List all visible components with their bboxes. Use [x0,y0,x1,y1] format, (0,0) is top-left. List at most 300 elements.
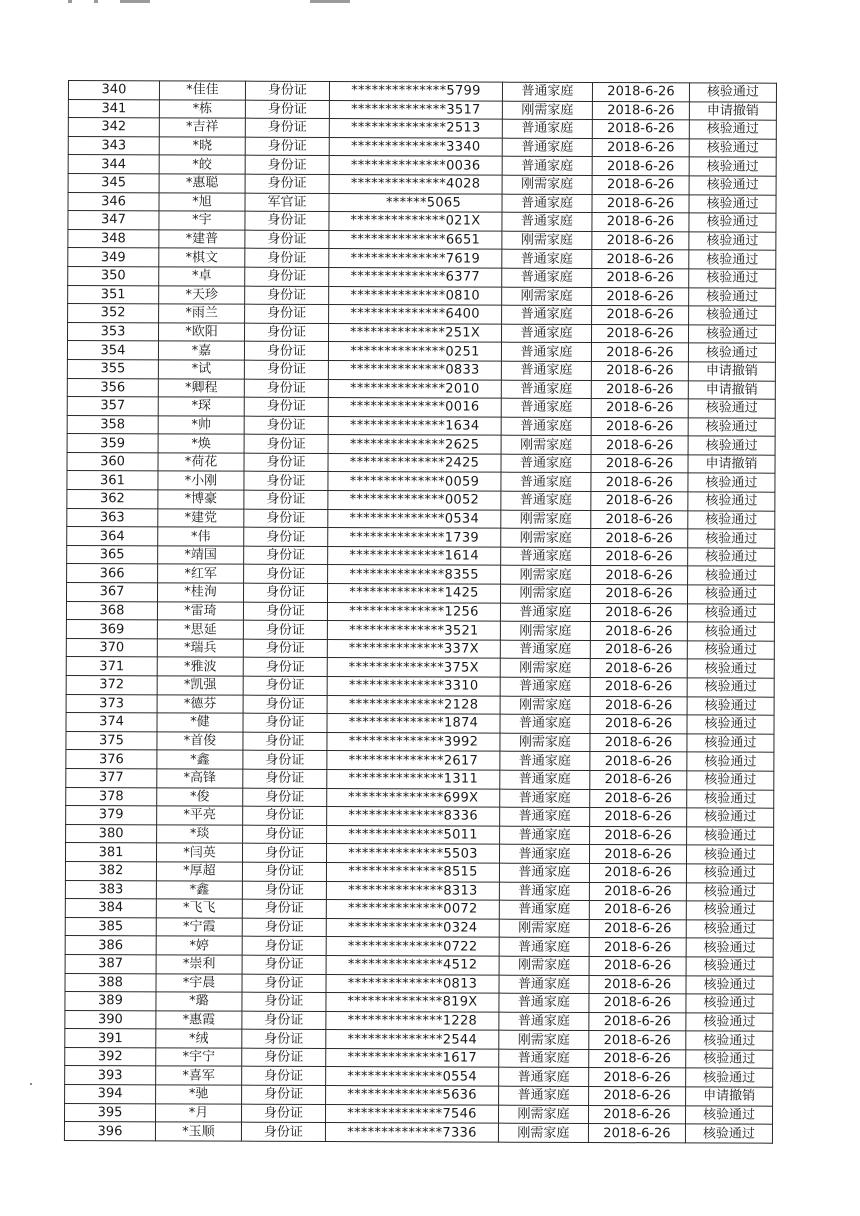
verification-status: 核验通过 [686,957,773,976]
family-type: 普通家庭 [500,826,590,845]
verification-status: 核验通过 [689,83,776,102]
verification-date: 2018-6-26 [592,287,689,306]
certificate-number: **************1256 [327,602,500,621]
verification-status: 核验通过 [687,641,774,660]
verification-date: 2018-6-26 [589,1031,686,1050]
certificate-number: **************0251 [328,342,501,361]
applicant-name: *卿程 [158,378,244,397]
certificate-number: **************0554 [326,1067,499,1086]
applicant-name: *桂洵 [157,583,243,602]
verification-date: 2018-6-26 [589,863,686,882]
certificate-number: **************6377 [329,267,502,286]
applicant-name: *德芬 [157,694,243,713]
family-type: 普通家庭 [500,603,590,622]
certificate-number: **************1617 [326,1048,499,1067]
family-type: 普通家庭 [501,380,591,399]
row-number: 368 [66,601,157,620]
certificate-number: **************1874 [327,714,500,733]
applicant-name: *婷 [156,936,242,955]
certificate-type: 身份证 [244,434,328,453]
family-type: 普通家庭 [501,342,591,361]
certificate-type: 身份证 [244,509,328,528]
certificate-type: 身份证 [243,713,327,732]
applicant-name: *雨兰 [159,304,245,323]
row-number: 381 [65,843,156,862]
certificate-number: **************3517 [329,100,502,119]
family-type: 刚需家庭 [502,287,592,306]
verification-date: 2018-6-26 [589,882,686,901]
certificate-number: **************2617 [327,751,500,770]
applicant-name: *欧阳 [158,323,244,342]
verification-status: 核验通过 [689,213,776,232]
certificate-number: **************0052 [328,491,501,510]
row-number: 393 [65,1066,156,1085]
verification-date: 2018-6-26 [591,492,688,511]
row-number: 354 [67,341,158,360]
applicant-name: *靖国 [158,546,244,565]
certificate-type: 身份证 [244,527,328,546]
row-number: 374 [66,713,157,732]
certificate-type: 身份证 [242,955,326,974]
verification-date: 2018-6-26 [589,994,686,1013]
applicant-name: *宇晨 [156,973,242,992]
verification-status: 核验通过 [689,139,776,158]
verification-date: 2018-6-26 [590,696,687,715]
certificate-type: 身份证 [242,1048,326,1067]
certificate-number: **************4512 [326,955,499,974]
certificate-type: 身份证 [245,304,329,323]
verification-date: 2018-6-26 [590,715,687,734]
family-type: 刚需家庭 [501,566,591,585]
verification-date: 2018-6-26 [589,1068,686,1087]
table-row [64,1122,772,1143]
row-number: 361 [67,471,158,490]
certificate-type: 身份证 [243,639,327,658]
verification-date: 2018-6-26 [589,975,686,994]
verification-status: 核验通过 [689,120,776,139]
row-number: 345 [68,173,159,192]
certificate-type: 身份证 [242,881,326,900]
row-number: 352 [68,304,159,323]
family-type: 普通家庭 [501,361,591,380]
verification-date: 2018-6-26 [592,194,689,213]
applicant-name: *琰 [157,825,243,844]
row-number: 378 [66,787,157,806]
applicant-name: *鑫 [156,880,242,899]
certificate-type: 身份证 [244,472,328,491]
applicant-name: *首俊 [157,732,243,751]
verification-status: 核验通过 [686,1031,773,1050]
family-type: 刚需家庭 [498,1123,588,1142]
verification-status: 申请撤销 [688,380,775,399]
family-type: 普通家庭 [502,194,592,213]
verification-date: 2018-6-26 [591,399,688,418]
family-type: 刚需家庭 [502,175,592,194]
certificate-number: **************5799 [329,82,502,101]
certificate-type: 身份证 [245,230,329,249]
verification-status: 核验通过 [686,938,773,957]
row-number: 367 [66,583,157,602]
row-number: 358 [67,415,158,434]
certificate-number: **************5503 [326,844,499,863]
verification-status: 核验通过 [688,473,775,492]
family-type: 刚需家庭 [502,101,592,120]
certificate-type: 身份证 [244,453,328,472]
verification-status: 核验通过 [685,1106,772,1125]
verification-date: 2018-6-26 [592,213,689,232]
certificate-number: **************021X [329,212,502,231]
row-number: 356 [67,378,158,397]
verification-status: 核验通过 [688,399,775,418]
row-number: 370 [66,638,157,657]
certificate-type: 身份证 [242,1029,326,1048]
certificate-type: 军官证 [245,193,329,212]
family-type: 普通家庭 [500,752,590,771]
certificate-number: **************1614 [328,546,501,565]
family-type: 普通家庭 [501,454,591,473]
certificate-type: 身份证 [244,490,328,509]
verification-status: 核验通过 [689,176,776,195]
verification-date: 2018-6-26 [590,622,687,641]
applicant-name: *俊 [157,787,243,806]
verification-status: 核验通过 [687,771,774,790]
certificate-number: **************3521 [327,621,500,640]
family-type: 普通家庭 [499,975,589,994]
certificate-number: **************0059 [328,472,501,491]
row-number: 376 [66,750,157,769]
certificate-number: **************2010 [328,379,501,398]
verification-status: 核验通过 [686,1068,773,1087]
family-type: 刚需家庭 [499,1030,589,1049]
certificate-number: **************8336 [327,807,500,826]
certificate-type: 身份证 [244,397,328,416]
row-number: 369 [66,620,157,639]
row-number: 355 [67,359,158,378]
verification-status: 核验通过 [689,269,776,288]
applicant-name: *红军 [158,564,244,583]
verification-date: 2018-6-26 [590,826,687,845]
verification-date: 2018-6-26 [590,640,687,659]
row-number: 364 [67,527,158,546]
verification-date: 2018-6-26 [589,938,686,957]
verification-status: 核验通过 [685,1124,772,1143]
registration-table [64,80,777,1144]
verification-status: 核验通过 [688,418,775,437]
certificate-number: **************0016 [328,398,501,417]
family-type: 普通家庭 [499,1012,589,1031]
applicant-name: *宇 [159,211,245,230]
applicant-name: *栋 [159,99,245,118]
verification-status: 核验通过 [687,808,774,827]
certificate-number: **************0534 [328,509,501,528]
family-type: 普通家庭 [500,677,590,696]
applicant-name: *试 [158,360,244,379]
row-number: 385 [65,917,156,936]
applicant-name: *喜军 [156,1066,242,1085]
applicant-name: *崇利 [156,955,242,974]
family-type: 普通家庭 [502,250,592,269]
certificate-number: **************5636 [326,1086,499,1105]
applicant-name: *伟 [158,527,244,546]
verification-date: 2018-6-26 [592,268,689,287]
verification-date: 2018-6-26 [590,585,687,604]
certificate-number: **************3310 [327,676,500,695]
verification-status: 核验通过 [687,659,774,678]
applicant-name: *小刚 [158,471,244,490]
certificate-number: **************0324 [326,918,499,937]
verification-date: 2018-6-26 [589,901,686,920]
verification-date: 2018-6-26 [588,1105,685,1124]
family-type: 普通家庭 [499,1086,589,1105]
scan-artifact [68,0,72,3]
scan-artifact [310,0,350,3]
certificate-type: 身份证 [244,416,328,435]
row-number: 353 [67,322,158,341]
row-number: 383 [65,880,156,899]
verification-date: 2018-6-26 [590,659,687,678]
certificate-number: **************3340 [329,137,502,156]
family-type: 普通家庭 [500,714,590,733]
certificate-number: **************375X [327,658,500,677]
certificate-number: **************2513 [329,119,502,138]
verification-status: 核验通过 [687,678,774,697]
verification-date: 2018-6-26 [588,1124,685,1143]
row-number: 348 [68,229,159,248]
verification-status: 核验通过 [688,325,775,344]
verification-status: 核验通过 [689,194,776,213]
row-number: 363 [67,508,158,527]
verification-status: 核验通过 [686,864,773,883]
applicant-name: *瑞兵 [157,639,243,658]
verification-status: 核验通过 [689,250,776,269]
certificate-type: 身份证 [243,695,327,714]
certificate-number: **************8313 [326,881,499,900]
certificate-number: **************8515 [326,862,499,881]
applicant-name: *琛 [158,397,244,416]
applicant-name: *凯强 [157,676,243,695]
family-type: 刚需家庭 [502,231,592,250]
certificate-number: **************1739 [328,528,501,547]
family-type: 普通家庭 [499,900,589,919]
applicant-name: *嘉 [158,341,244,360]
applicant-name: *驰 [156,1085,242,1104]
verification-status: 核验通过 [688,492,775,511]
verification-status: 核验通过 [687,622,774,641]
applicant-name: *棋文 [159,248,245,267]
verification-date: 2018-6-26 [590,789,687,808]
row-number: 357 [67,397,158,416]
applicant-name: *惠霞 [156,1011,242,1030]
certificate-type: 身份证 [243,583,327,602]
certificate-number: **************0072 [326,900,499,919]
certificate-number: **************7336 [325,1123,498,1142]
row-number: 362 [67,490,158,509]
certificate-type: 身份证 [245,249,329,268]
certificate-number: **************337X [327,639,500,658]
certificate-type: 身份证 [243,676,327,695]
applicant-name: *鑫 [157,750,243,769]
certificate-type: 身份证 [243,825,327,844]
verification-date: 2018-6-26 [591,510,688,529]
row-number: 346 [68,192,159,211]
verification-date: 2018-6-26 [592,250,689,269]
family-type: 普通家庭 [499,863,589,882]
certificate-type: 身份证 [242,918,326,937]
applicant-name: *健 [157,713,243,732]
certificate-number: **************1228 [326,1011,499,1030]
certificate-number: **************1311 [327,769,500,788]
verification-date: 2018-6-26 [590,603,687,622]
verification-status: 核验通过 [688,548,775,567]
certificate-number: **************2425 [328,453,501,472]
applicant-name: *帅 [158,416,244,435]
verification-date: 2018-6-26 [592,101,689,120]
family-type: 普通家庭 [500,770,590,789]
row-number: 350 [68,266,159,285]
row-number: 375 [66,731,157,750]
certificate-type: 身份证 [242,1067,326,1086]
verification-date: 2018-6-26 [589,919,686,938]
verification-date: 2018-6-26 [591,454,688,473]
verification-date: 2018-6-26 [589,1012,686,1031]
scan-artifact [94,0,98,3]
certificate-number: **************7619 [329,249,502,268]
applicant-name: *建党 [158,509,244,528]
verification-status: 核验通过 [688,436,775,455]
verification-status: 核验通过 [687,752,774,771]
family-type: 普通家庭 [500,807,590,826]
verification-status: 核验通过 [689,306,776,325]
row-number: 379 [66,806,157,825]
certificate-type: 身份证 [244,379,328,398]
applicant-name: *卓 [159,267,245,286]
certificate-type: 身份证 [244,565,328,584]
certificate-type: 身份证 [245,137,329,156]
applicant-name: *皎 [159,155,245,174]
family-type: 普通家庭 [499,1049,589,1068]
verification-date: 2018-6-26 [592,83,689,102]
applicant-name: *惠聪 [159,174,245,193]
family-type: 普通家庭 [502,157,592,176]
applicant-name: *荷花 [158,453,244,472]
family-type: 普通家庭 [502,212,592,231]
applicant-name: *旭 [159,192,245,211]
row-number: 366 [67,564,158,583]
applicant-name: *厚超 [156,862,242,881]
family-type: 普通家庭 [499,993,589,1012]
family-type: 刚需家庭 [501,510,591,529]
row-number: 347 [68,211,159,230]
applicant-name: *平亮 [157,806,243,825]
certificate-number: **************3992 [327,732,500,751]
certificate-type: 身份证 [245,118,329,137]
certificate-number: **************251X [328,323,501,342]
certificate-type: 身份证 [242,974,326,993]
certificate-number: **************4028 [329,174,502,193]
verification-status: 核验通过 [687,734,774,753]
verification-status: 核验通过 [688,529,775,548]
certificate-type: 身份证 [245,286,329,305]
applicant-name: *焕 [158,434,244,453]
certificate-type: 身份证 [245,100,329,119]
family-type: 普通家庭 [501,417,591,436]
row-number: 343 [68,136,159,155]
verification-date: 2018-6-26 [592,231,689,250]
verification-status: 核验通过 [689,232,776,251]
applicant-name: *博豪 [158,490,244,509]
verification-date: 2018-6-26 [591,436,688,455]
verification-date: 2018-6-26 [592,120,689,139]
certificate-number: **************0036 [329,156,502,175]
certificate-number: **************0810 [329,286,502,305]
row-number: 377 [66,768,157,787]
family-type: 刚需家庭 [501,435,591,454]
verification-date: 2018-6-26 [590,733,687,752]
row-number: 349 [68,248,159,267]
certificate-type: 身份证 [245,156,329,175]
verification-date: 2018-6-26 [589,956,686,975]
certificate-number: **************8355 [328,565,501,584]
verification-date: 2018-6-26 [591,361,688,380]
row-number: 372 [66,675,157,694]
certificate-number: **************699X [327,788,500,807]
family-type: 普通家庭 [501,324,591,343]
certificate-type: 身份证 [243,620,327,639]
certificate-number: **************2128 [327,695,500,714]
certificate-number: ******5065 [329,193,502,212]
certificate-number: **************5011 [327,825,500,844]
certificate-type: 身份证 [245,267,329,286]
row-number: 392 [65,1047,156,1066]
verification-status: 申请撤销 [688,455,775,474]
verification-date: 2018-6-26 [592,306,689,325]
certificate-type: 身份证 [244,360,328,379]
applicant-name: *晓 [159,137,245,156]
verification-date: 2018-6-26 [589,1087,686,1106]
certificate-type: 身份证 [242,1011,326,1030]
verification-status: 核验通过 [688,343,775,362]
family-type: 普通家庭 [501,547,591,566]
family-type: 刚需家庭 [501,528,591,547]
verification-status: 核验通过 [687,827,774,846]
family-type: 普通家庭 [500,640,590,659]
family-type: 普通家庭 [502,305,592,324]
certificate-type: 身份证 [244,546,328,565]
verification-status: 核验通过 [686,882,773,901]
certificate-type: 身份证 [242,899,326,918]
family-type: 刚需家庭 [500,733,590,752]
verification-date: 2018-6-26 [591,566,688,585]
verification-date: 2018-6-26 [590,752,687,771]
family-type: 普通家庭 [502,119,592,138]
verification-date: 2018-6-26 [591,547,688,566]
row-number: 387 [65,954,156,973]
verification-date: 2018-6-26 [589,845,686,864]
row-number: 389 [65,992,156,1011]
certificate-type: 身份证 [243,658,327,677]
applicant-name: *宇宁 [156,1048,242,1067]
certificate-number: **************1425 [327,584,500,603]
certificate-type: 身份证 [243,732,327,751]
verification-status: 核验通过 [686,975,773,994]
verification-status: 核验通过 [687,696,774,715]
certificate-type: 身份证 [243,751,327,770]
certificate-number: **************7546 [325,1104,498,1123]
scan-speck [30,1083,32,1085]
applicant-name: *建普 [159,230,245,249]
verification-date: 2018-6-26 [591,343,688,362]
row-number: 391 [65,1029,156,1048]
